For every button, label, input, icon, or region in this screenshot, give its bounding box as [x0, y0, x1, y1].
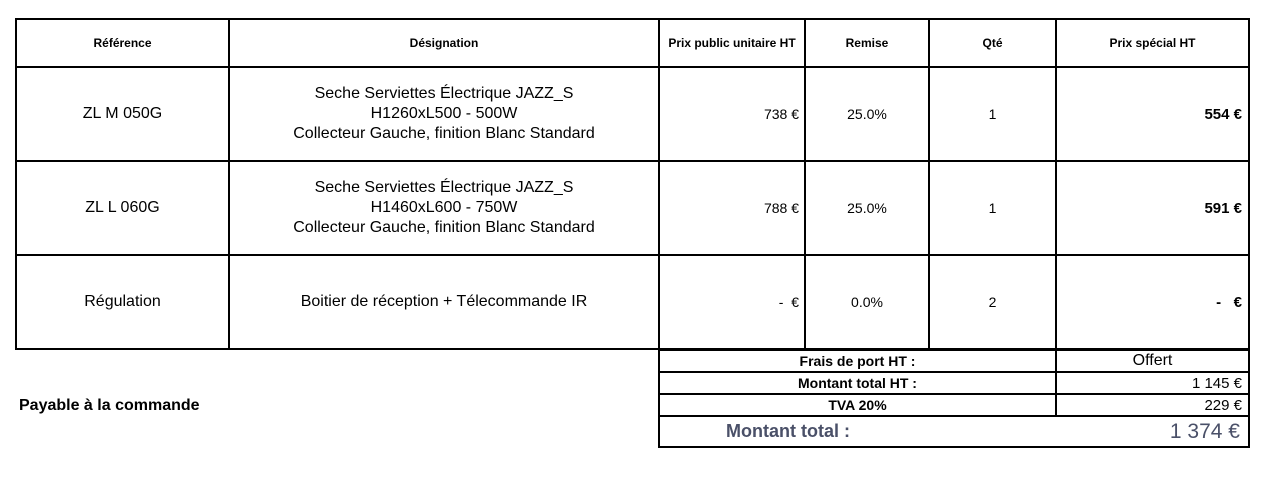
designation-line: H1260xL500 - 500W — [370, 105, 518, 122]
frais-port-value: Offert — [1056, 350, 1249, 372]
table-header-row — [16, 19, 1249, 67]
designation-line: Collecteur Gauche, finition Blanc Standard — [293, 219, 595, 236]
table-row — [16, 255, 1249, 349]
tva-value: 229 € — [1056, 394, 1249, 416]
totals-table — [658, 349, 1250, 448]
row-prix-special: 554 € — [1056, 67, 1249, 161]
row-designation — [229, 67, 659, 161]
totals-row-tva — [659, 394, 1249, 416]
designation-line: Seche Serviettes Électrique JAZZ_S — [314, 179, 574, 196]
row-prix-public: - € — [659, 255, 805, 349]
payable-note: Payable à la commande — [19, 397, 200, 414]
montant-total-label: Montant total : — [659, 416, 1056, 447]
header-prix-special: Prix spécial HT — [1056, 19, 1249, 67]
totals-row-montant-total — [659, 416, 1249, 447]
header-designation: Désignation — [229, 19, 659, 67]
header-qte: Qté — [929, 19, 1056, 67]
designation-line: Boitier de réception + Télecommande IR — [300, 293, 588, 310]
row-qte: 1 — [929, 161, 1056, 255]
header-remise: Remise — [805, 19, 929, 67]
row-designation — [229, 161, 659, 255]
row-reference: ZL M 050G — [16, 67, 229, 161]
row-designation — [229, 255, 659, 349]
row-remise: 25.0% — [805, 161, 929, 255]
montant-ht-label: Montant total HT : — [659, 372, 1056, 394]
row-qte: 2 — [929, 255, 1056, 349]
row-qte: 1 — [929, 67, 1056, 161]
designation-line: H1460xL600 - 750W — [370, 199, 518, 216]
row-remise: 25.0% — [805, 67, 929, 161]
row-prix-public: 788 € — [659, 161, 805, 255]
totals-row-frais-port — [659, 350, 1249, 372]
row-prix-public: 738 € — [659, 67, 805, 161]
header-reference: Référence — [16, 19, 229, 67]
montant-ht-value: 1 145 € — [1056, 372, 1249, 394]
tva-label: TVA 20% — [659, 394, 1056, 416]
table-row — [16, 67, 1249, 161]
row-prix-special: - € — [1056, 255, 1249, 349]
montant-total-value: 1 374 € — [1056, 416, 1249, 447]
row-remise: 0.0% — [805, 255, 929, 349]
row-prix-special: 591 € — [1056, 161, 1249, 255]
table-row — [16, 161, 1249, 255]
designation-line: Collecteur Gauche, finition Blanc Standard — [293, 125, 595, 142]
designation-line: Seche Serviettes Électrique JAZZ_S — [314, 85, 574, 102]
header-prix-public: Prix public unitaire HT — [659, 19, 805, 67]
row-reference: Régulation — [16, 255, 229, 349]
row-reference: ZL L 060G — [16, 161, 229, 255]
totals-row-montant-ht — [659, 372, 1249, 394]
quote-items-table — [15, 18, 1250, 350]
frais-port-label: Frais de port HT : — [659, 350, 1056, 372]
